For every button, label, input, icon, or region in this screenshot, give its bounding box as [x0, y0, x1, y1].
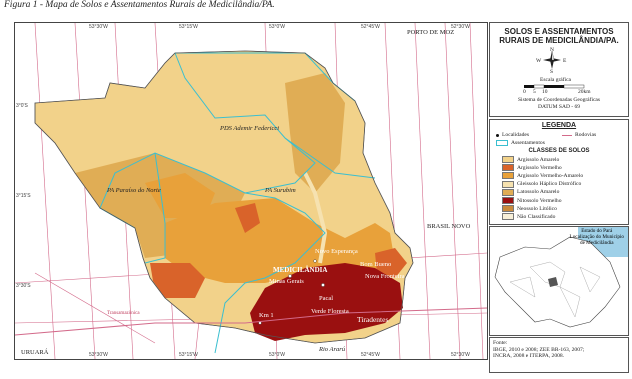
soil-map — [14, 22, 488, 360]
place-label: Novo Esperança — [315, 248, 358, 255]
legend-rodovias: Rodovias — [562, 132, 596, 138]
soil-class-item — [502, 197, 562, 204]
soil-class-label: Nitossolo Vermelho — [517, 197, 562, 204]
soil-class-item — [502, 181, 581, 188]
title-panel — [489, 22, 629, 117]
settlement-label: PDS Ademir Federicci — [220, 125, 280, 132]
lon-tick: 53°30'W — [89, 352, 108, 358]
soil-class-label: Não Classificado — [517, 213, 556, 220]
place-label: BRASIL NOVO — [427, 223, 471, 230]
color-swatch — [502, 213, 514, 220]
place-label: Pacal — [319, 295, 334, 302]
soil-class-label: Neossolo Litólico — [517, 205, 557, 212]
soil-class-item — [502, 189, 559, 196]
legend-assentamentos: Assentamentos — [496, 140, 545, 146]
map-title-line1: SOLOS E ASSENTAMENTOS — [504, 27, 614, 36]
compass-west: W — [536, 58, 542, 64]
color-swatch — [502, 172, 514, 179]
compass-south: S — [550, 69, 554, 75]
scale-tick: 0 — [523, 89, 526, 95]
coord-system: Sistema de Coordenadas Geográficas — [517, 97, 600, 103]
scale-bar — [524, 85, 584, 88]
soil-class-item — [502, 156, 559, 163]
soil-class-label: Argissolo Vermelho — [517, 164, 562, 171]
place-label: Bom Bueno — [360, 261, 392, 268]
color-swatch — [502, 189, 514, 196]
soil-class-label: Latossolo Amarelo — [517, 189, 560, 196]
place-label: PORTO DE MOZ — [407, 29, 455, 36]
place-label: MEDICILÂNDIA — [273, 266, 328, 274]
dot-icon — [496, 134, 499, 137]
lon-tick: 52°30'W — [451, 24, 470, 30]
scale-tick: 5 — [533, 89, 536, 95]
road-line-icon — [562, 135, 572, 136]
compass-north: N — [550, 47, 554, 53]
legend-panel — [489, 119, 629, 225]
road-label: Transamazônica — [107, 311, 140, 316]
place-label: URUARÁ — [21, 349, 49, 356]
lon-tick: 52°30'W — [451, 352, 470, 358]
compass-east: E — [563, 58, 567, 64]
color-swatch — [502, 164, 514, 171]
color-swatch — [502, 181, 514, 188]
classes-title: CLASSES DE SOLOS — [528, 148, 590, 154]
locator-caption: Estado do Pará Localização do Município de Medicilândia — [569, 228, 624, 246]
lon-tick: 52°45'W — [361, 352, 380, 358]
lat-tick: 3°15'S — [16, 193, 31, 199]
settlement-label: PA Paraíso do Norte — [107, 187, 161, 194]
legend-title: LEGENDA — [541, 122, 577, 129]
lon-tick: 52°45'W — [361, 24, 380, 30]
color-swatch — [502, 156, 514, 163]
place-label: Nova Fronteira — [365, 273, 405, 280]
river-label: Rio Ararú — [319, 346, 346, 353]
source-panel — [489, 337, 629, 373]
place-label: Minas Gerais — [269, 278, 304, 285]
scale-tick: 10 — [542, 89, 548, 95]
place-label: Verde Floresta — [311, 308, 349, 315]
lon-tick: 53°15'W — [179, 24, 198, 30]
locator-panel — [489, 226, 629, 336]
soil-class-item — [502, 164, 562, 171]
figure-caption: Figura 1 - Mapa de Solos e Assentamentos Rurais de Medicilândia/PA. — [4, 0, 275, 10]
lat-tick: 3°0'S — [16, 103, 28, 109]
lon-tick: 53°30'W — [89, 24, 108, 30]
legend-localidades: Localidades — [496, 132, 529, 138]
settlement-label: PA Surubim — [265, 187, 296, 194]
compass-icon — [543, 51, 561, 69]
soil-class-label: Argissolo Vermelho-Amarelo — [517, 172, 584, 179]
soil-class-label: Gleissolo Háplico Distrófico — [517, 181, 582, 188]
lat-tick: 3°30'S — [16, 283, 31, 289]
datum: DATUM SAD - 69 — [537, 104, 580, 110]
lon-tick: 53°0'W — [269, 24, 286, 30]
color-swatch — [502, 205, 514, 212]
color-swatch — [502, 197, 514, 204]
map-title-line2: RURAIS DE MEDICILÂNDIA/PA. — [499, 36, 619, 45]
source-text: Fonte: IBGE, 2010 e 2008; ZEE BR-163, 2007; INCRA, 2008 e ITERPA, 2008. — [493, 340, 585, 359]
scale-tick: 20km — [578, 89, 591, 95]
soil-class-item — [502, 205, 557, 212]
soil-class-item — [502, 172, 583, 179]
soil-class-label: Argissolo Amarelo — [517, 156, 560, 163]
place-label: Tiradentes — [357, 315, 389, 324]
settlement-box-icon — [496, 140, 508, 146]
lon-tick: 53°15'W — [179, 352, 198, 358]
lon-tick: 53°0'W — [269, 352, 286, 358]
soil-class-item — [502, 213, 555, 220]
scale-label: Escala gráfica — [540, 77, 571, 83]
map-canvas — [15, 23, 487, 359]
place-label: Km 1 — [259, 312, 274, 319]
